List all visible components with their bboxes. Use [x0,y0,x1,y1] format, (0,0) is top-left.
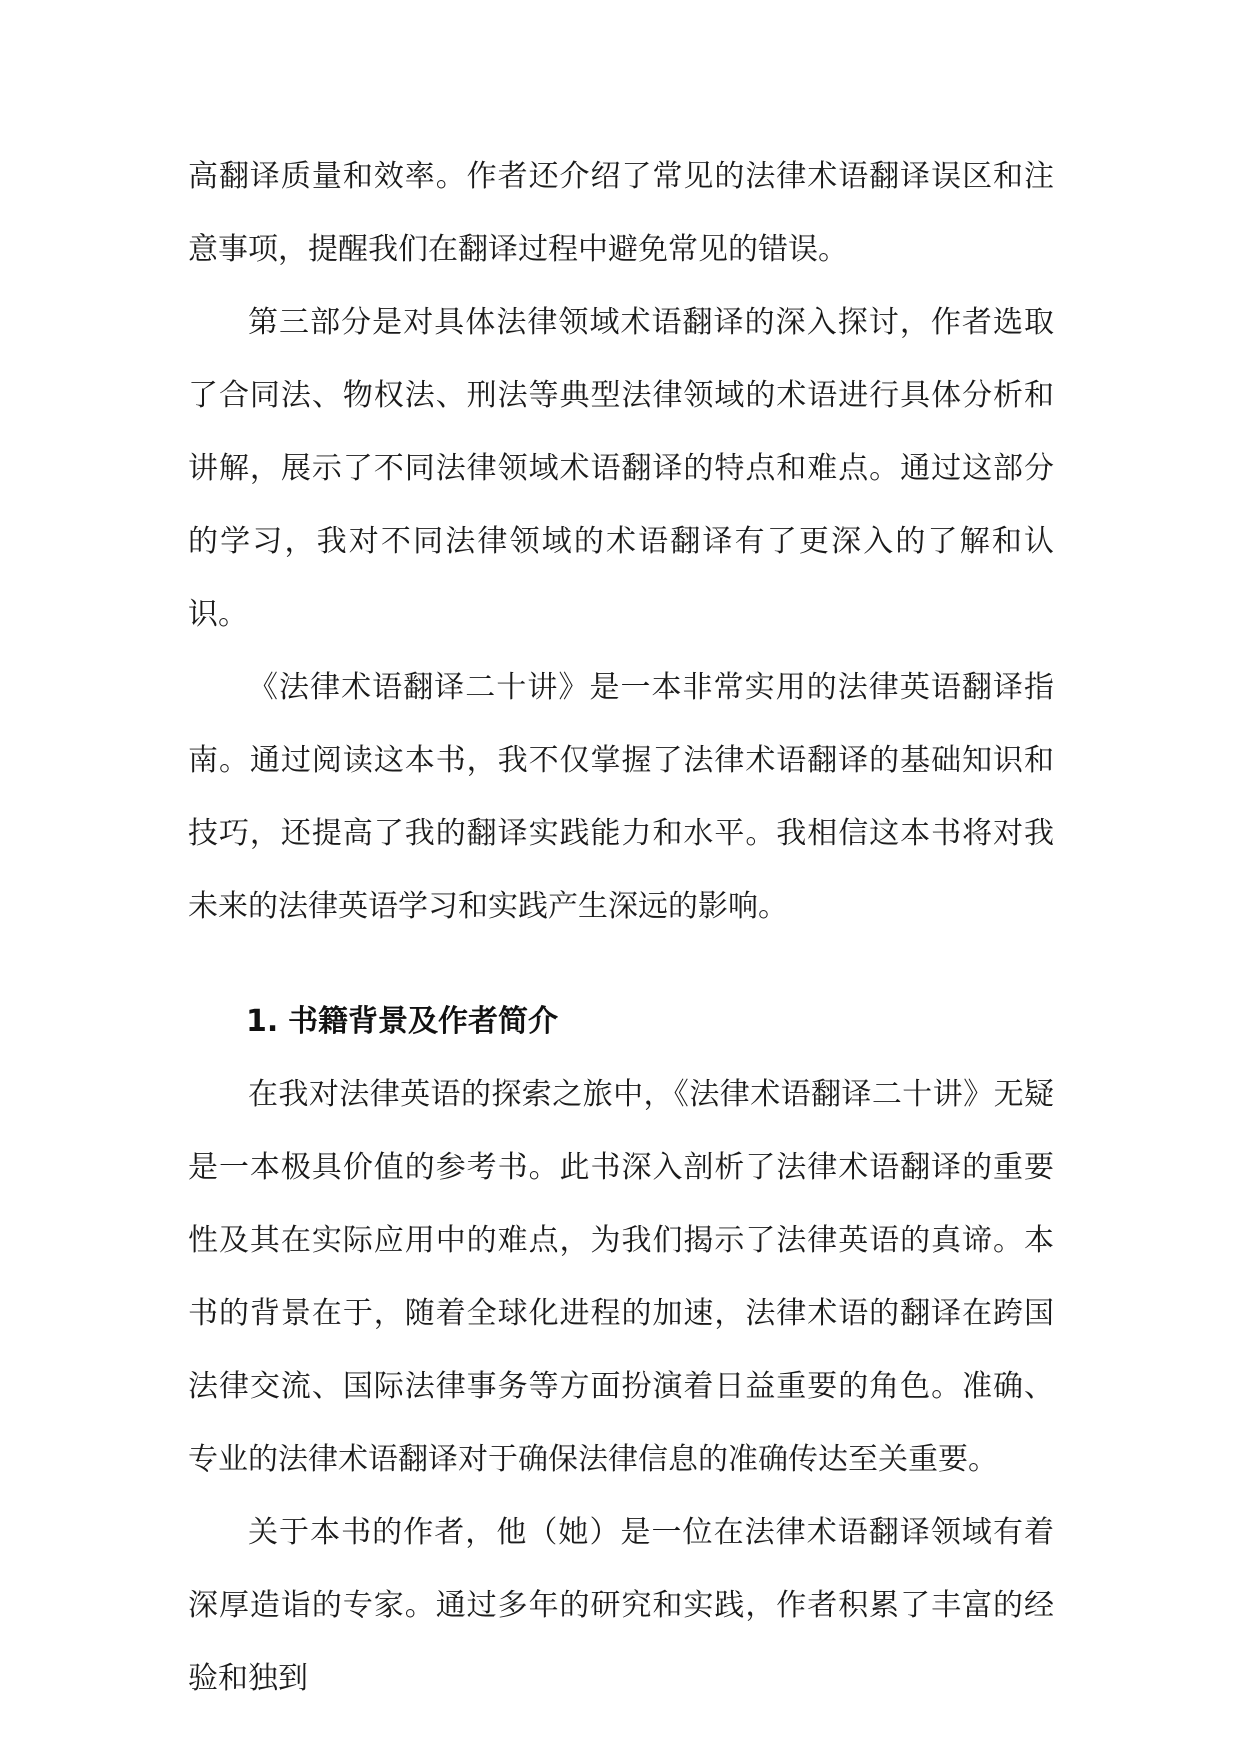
section-heading [188,943,1054,1058]
paragraph-continued: 高翻译质量和效率。作者还介绍了常见的法律术语翻译误区和注意事项，提醒我们在翻译过程中避免常见的错误。 [188,159,1054,267]
section-number: 1. [246,1004,279,1039]
paragraph-background: 在我对法律英语的探索之旅中，《法律术语翻译二十讲》无疑是一本极具价值的参考书。此书深入剖析了法律术语翻译的重要性及其在实际应用中的难点，为我们揭示了法律英语的真谛。本书的背景在于，随着全球化进程的加速，法律术语的翻译在跨国法律交流、国际法律事务等方面扮演着日益重要的角色。准确、专业的法律术语翻译对于确保法律信息的准确传达至关重要。 [188,1077,1054,1477]
paragraph-part-three: 第三部分是对具体法律领域术语翻译的深入探讨，作者选取了合同法、物权法、刑法等典型法律领域的术语进行具体分析和讲解，展示了不同法律领域术语翻译的特点和难点。通过这部分的学习，我对不同法律领域的术语翻译有了更深入的了解和认识。 [188,305,1054,632]
section-title: 书籍背景及作者简介 [288,1004,558,1039]
document-body [188,140,1054,1715]
paragraph-summary: 《法律术语翻译二十讲》是一本非常实用的法律英语翻译指南。通过阅读这本书，我不仅掌握了法律术语翻译的基础知识和技巧，还提高了我的翻译实践能力和水平。我相信这本书将对我未来的法律英语学习和实践产生深远的影响。 [188,670,1054,924]
paragraph-author: 关于本书的作者，他（她）是一位在法律术语翻译领域有着深厚造诣的专家。通过多年的研究和实践，作者积累了丰富的经验和独到 [188,1515,1054,1696]
